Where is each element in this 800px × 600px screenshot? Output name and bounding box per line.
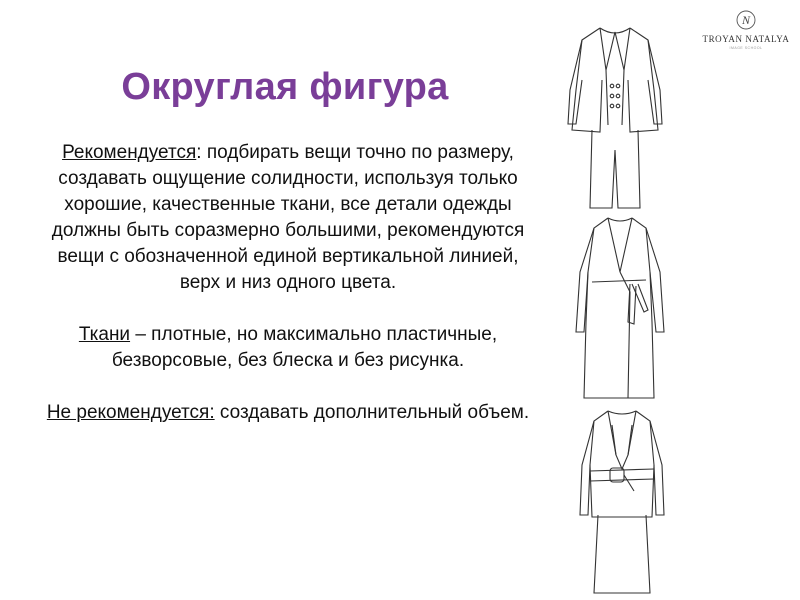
slide-title: Округлая фигура [121, 66, 449, 108]
paragraph-fabrics [38, 322, 538, 374]
recommended-label: Рекомендуется [62, 142, 197, 163]
logo-subtitle: IMAGE SCHOOL [729, 46, 763, 50]
not-recommended-text: создавать дополнительный объем. [214, 402, 530, 423]
jacket-trousers-sketch [560, 20, 670, 212]
vest-belt-skirt-sketch [572, 405, 672, 597]
logo-name: TROYAN NATALYA [702, 34, 790, 44]
not-recommended-label: Не рекомендуется: [46, 402, 215, 423]
troyan-natalya-logo [700, 8, 792, 52]
fabrics-text: – плотные, но максимально пластичные, безворсовые, без блеска и без рисунка. [111, 324, 498, 371]
wrap-dress-sketch [570, 212, 670, 404]
logo-monogram-icon [700, 8, 792, 34]
paragraph-recommended [38, 140, 538, 296]
recommended-text: : подбирать вещи точно по размеру, создавать ощущение солидности, используя только хорошие, качественные ткани, все детали одежды должны быть соразмерно большими, рекомендуются вещи с обозначенной единой вертикальной линией, верх и низ одного цвета. [51, 142, 525, 293]
paragraph-not-recommended [38, 400, 538, 426]
recommendations-text [38, 140, 538, 452]
logo-monogram: N [741, 13, 751, 27]
fabrics-label: Ткани [78, 324, 131, 345]
